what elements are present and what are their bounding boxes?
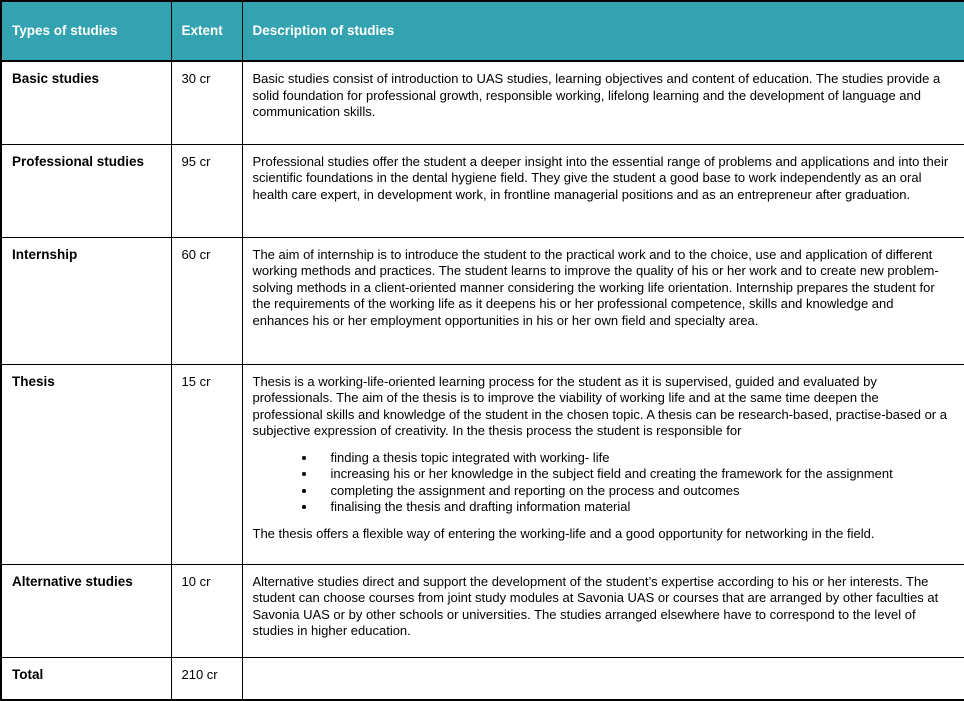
description-cell <box>242 657 964 700</box>
extent-cell: 10 cr <box>171 564 242 657</box>
table-row-internship <box>1 237 964 364</box>
description-paragraph: Alternative studies direct and support the development of the student’s expertise according to his or her interests. The student can choose courses from joint study modules at Savonia UAS or courses that are arranged by other faculties at Savonia UAS or by other schools or universities. The studies arranged elsewhere have to correspond to the level of studies in higher education. <box>252 573 939 638</box>
bullet-item: • increasing his or her knowledge in the subject field and creating the framework for the assignment <box>317 466 953 483</box>
description-cell <box>242 61 964 144</box>
header-description-of-studies: Description of studies <box>242 1 964 61</box>
type-cell: Thesis <box>1 364 171 564</box>
description-paragraph: Basic studies consist of introduction to UAS studies, learning objectives and content of education. The studies provide a solid foundation for professional growth, responsible working, lifelong learning and the development of language and communication skills. <box>252 71 941 119</box>
description-cell <box>242 144 964 237</box>
type-cell: Alternative studies <box>1 564 171 657</box>
type-cell: Basic studies <box>1 61 171 144</box>
header-types-of-studies: Types of studies <box>1 1 171 61</box>
header-row <box>1 1 964 61</box>
extent-cell: 210 cr <box>171 657 242 700</box>
bullet-item: • finding a thesis topic integrated with working- life <box>317 450 953 467</box>
thesis-bullet-list <box>253 450 953 516</box>
extent-cell: 95 cr <box>171 144 242 237</box>
header-extent: Extent <box>171 1 242 61</box>
description-paragraph: Professional studies offer the student a deeper insight into the essential range of problems and applications and into their scientific foundations in the dental hygiene field. They give the student a good base to work independently as an oral health care expert, in development work, in frontline managerial positions and as an entrepreneur after graduation. <box>252 153 949 202</box>
extent-cell: 60 cr <box>171 237 242 364</box>
table-row-alternative-studies <box>1 564 964 657</box>
table-row-thesis <box>1 364 964 564</box>
table-row-basic-studies <box>1 61 964 144</box>
table-row-professional-studies <box>1 144 964 237</box>
type-cell: Professional studies <box>1 144 171 237</box>
extent-cell: 30 cr <box>171 61 242 144</box>
table-row-total <box>1 657 964 700</box>
description-paragraph: The thesis offers a flexible way of entering the working-life and a good opportunity for networking in the field. <box>252 525 875 541</box>
description-cell <box>242 564 964 657</box>
description-cell <box>242 364 964 564</box>
type-cell: Internship <box>1 237 171 364</box>
description-paragraph: The aim of internship is to introduce the student to the practical work and to the choice, use and application of different working methods and practices. The student learns to improve the quality of his or her work and to create new problem-solving methods in a client-oriented manner considering the working life orientation. Internship prepares the student for the requirements of the working life as it deepens his or her professional competence, skills and knowledge and enhances his or her employment opportunities in his or her own field and specialty area. <box>252 246 939 328</box>
description-paragraph: Thesis is a working-life-oriented learning process for the student as it is supervised, guided and evaluated by professionals. The aim of the thesis is to improve the viability of working life and at the same time deepen the professional skills and knowledge of the student in the chosen topic. A thesis can be research-based, practise-based or a subjective expression of creativity. In the thesis process the student is responsible for <box>252 373 947 438</box>
bullet-item: • finalising the thesis and drafting information material <box>317 499 953 516</box>
description-cell <box>242 237 964 364</box>
extent-cell: 15 cr <box>171 364 242 564</box>
bullet-item: • completing the assignment and reporting on the process and outcomes <box>317 483 953 500</box>
type-cell: Total <box>1 657 171 700</box>
